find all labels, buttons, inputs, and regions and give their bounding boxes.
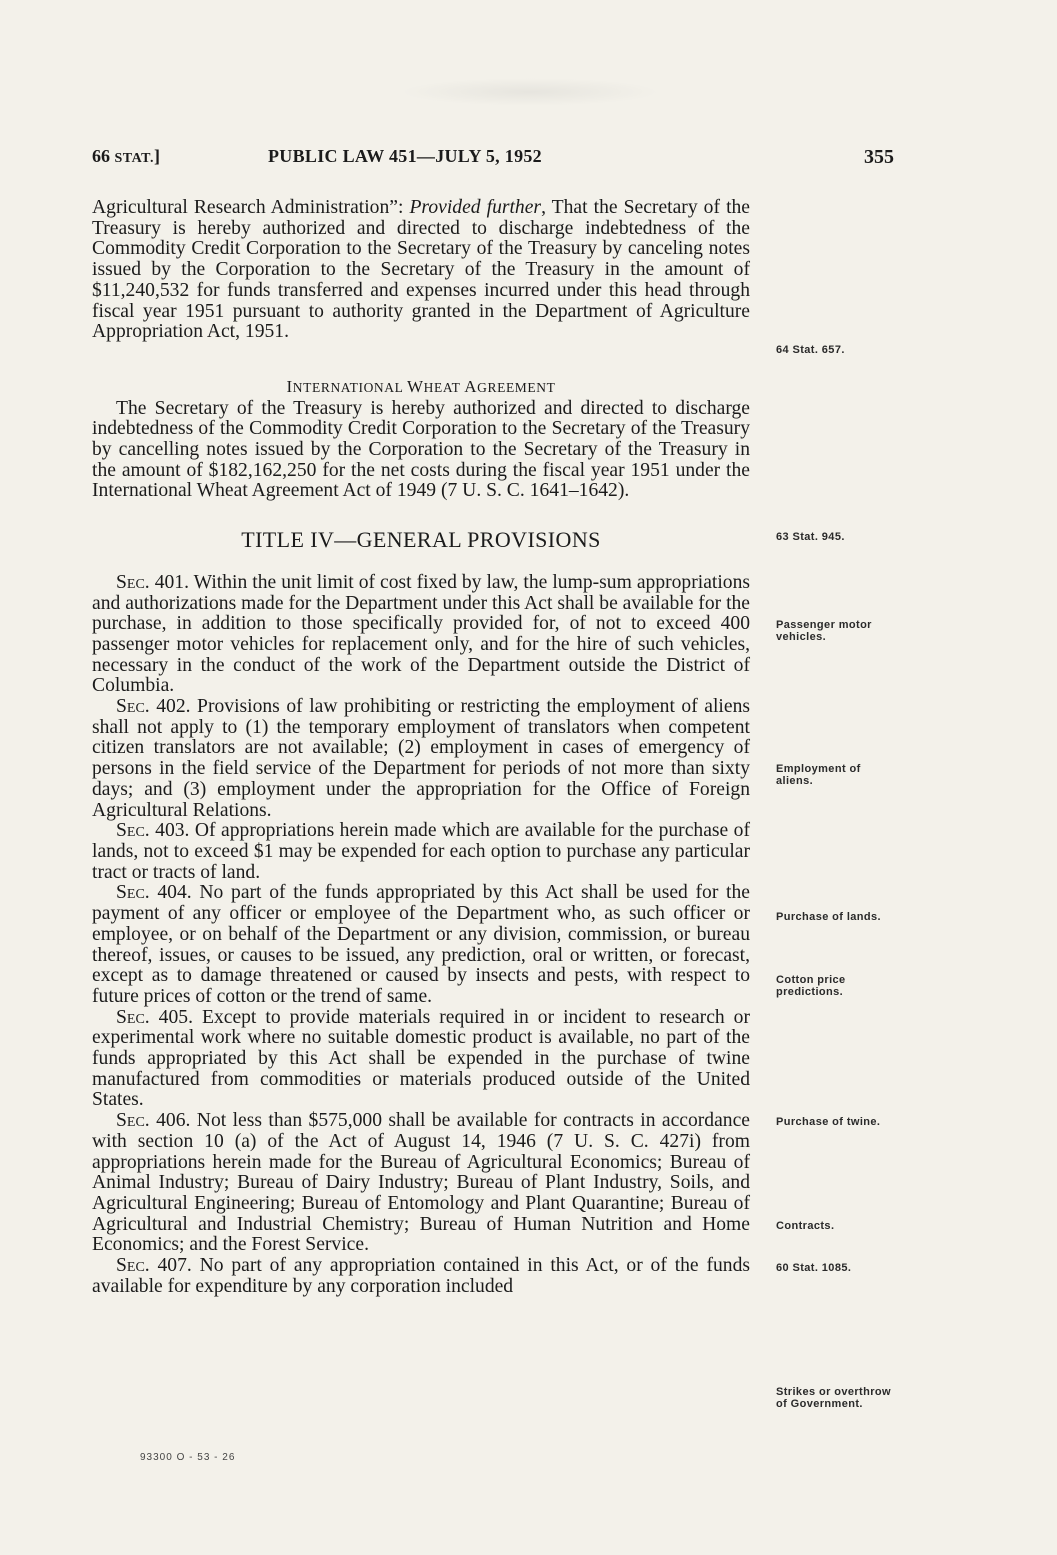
section-402-label: Sec. 402. (116, 696, 191, 718)
margin-note-60-stat: 60 Stat. 1085. (776, 1262, 852, 1274)
page-number: 355 (864, 146, 894, 168)
section-405-label: Sec. 405. (116, 1006, 193, 1028)
margin-note-employment-aliens: Employment of aliens. (776, 763, 861, 787)
statute-volume (92, 146, 160, 167)
p1-italic: Provided further (409, 197, 542, 218)
section-407 (92, 1256, 750, 1297)
paragraph-agricultural-research (92, 198, 750, 343)
running-header (92, 146, 898, 174)
section-402-text: Provisions of law prohibiting or restricting the employment of aliens shall not apply to (1) the temporary employment of translators when competent citizen translators are not available; (2) employment in cases of emergency of persons in the field service of the Department for periods of not more than sixty days; and (3) employment under the appropriation for the Office of Foreign Agricultural Relations. (92, 696, 750, 821)
statute-volume-abbrev: STAT. (114, 151, 154, 166)
margin-note-63-stat: 63 Stat. 945. (776, 531, 845, 543)
page-smudge (400, 78, 660, 106)
paragraph-wheat-agreement: The Secretary of the Treasury is hereby authorized and directed to discharge indebtedness of the Commodity Credit Corporation to the Secretary of the Treasury by cancelling notes issued by the Corporation to the Secretary of the Treasury in the amount of $182,162,250 for the net costs during the fiscal year 1951 under the International Wheat Agreement Act of 1949 (7 U. S. C. 1641–1642). (92, 397, 750, 502)
p1-rest: , That the Secretary of the Treasury is hereby authorized and directed to discharge indebtedness of the Commodity Credit Corporation to the Secretary of the Treasury by canceling notes issued by the Corporation to the Secretary of the Treasury in the amount of $11,240,532 for funds transferred and expenses incurred under this head through fiscal year 1951 pursuant to authority granted in the Department of Agriculture Appropriation Act, 1951. (92, 197, 751, 343)
footer-print-code: 93300 O - 53 - 26 (140, 1452, 236, 1463)
statute-volume-bracket: ] (153, 146, 160, 166)
section-403-text: Of appropriations herein made which are available for the purchase of lands, not to exceed $1 may be expended for each option to purchase any particular tract or tracts of land. (92, 820, 750, 883)
section-405 (92, 1008, 750, 1112)
header-title: PUBLIC LAW 451—JULY 5, 1952 (268, 146, 542, 166)
heading1-cap-1: I (286, 376, 293, 396)
margin-note-purchase-lands: Purchase of lands. (776, 911, 882, 923)
section-404-text: No part of the funds appropriated by this Act shall be used for the payment of any officer or employee of the Department who, as such officer or employee, or on behalf of the Department or any division, commission, or bureau thereof, issues, or causes to be issued, any prediction, oral or written, or forecast, except as to damage threatened or caused by insects and pests, with respect to future prices of cotton or the trend of same. (92, 882, 750, 1007)
margin-note-contracts: Contracts. (776, 1220, 835, 1232)
section-402 (92, 697, 750, 821)
section-403 (92, 821, 750, 883)
main-text (92, 198, 750, 1297)
heading1-part-3: GREEMENT (477, 379, 556, 395)
heading1-cap-2: W (406, 376, 424, 396)
margin-note-passenger-vehicles: Passenger motor vehicles. (776, 619, 872, 643)
section-404 (92, 883, 750, 1007)
margin-note-strikes-overthrow: Strikes or overthrow of Government. (776, 1386, 891, 1410)
heading-international-wheat-agreement (92, 377, 750, 399)
statute-volume-number: 66 (92, 146, 115, 166)
section-407-label: Sec. 407. (116, 1255, 192, 1277)
margin-note-purchase-twine: Purchase of twine. (776, 1116, 881, 1128)
heading1-cap-3: A (464, 376, 478, 396)
section-401-label: Sec. 401. (116, 571, 189, 593)
margin-note-64-stat: 64 Stat. 657. (776, 344, 845, 356)
section-407-text: No part of any appropriation contained in this Act, or of the funds available for expenditure by any corporation included (92, 1255, 750, 1297)
section-403-label: Sec. 403. (116, 820, 190, 842)
heading1-part-2: HEAT (423, 379, 465, 395)
section-401-text: Within the unit limit of cost fixed by law, the lump-sum appropriations and authorizations made for the Department under this Act shall be available for the purchase, in addition to those specifically provided for, of not to exceed 400 passenger motor vehicles for replacement only, and for the hire of such vehicles, necessary in the conduct of the work of the Department outside the District of Columbia. (92, 571, 750, 697)
p1-start: Agricultural Research Administration”: (92, 197, 410, 218)
section-406 (92, 1111, 750, 1256)
section-401 (92, 573, 750, 697)
title-iv-heading: TITLE IV—GENERAL PROVISIONS (241, 527, 601, 553)
section-406-label: Sec. 406. (116, 1110, 191, 1132)
heading1-part-1: NTERNATIONAL (292, 379, 407, 395)
section-404-label: Sec. 404. (116, 882, 192, 904)
margin-note-cotton-predictions: Cotton price predictions. (776, 974, 846, 998)
section-406-text: Not less than $575,000 shall be available for contracts in accordance with section 10 (a) of the Act of August 14, 1946 (7 U. S. C. 427i) from appropriations herein made for the Bureau of Agricultural Economics; Bureau of Animal Industry; Bureau of Dairy Industry; Bureau of Plant Industry, Soils, and Agricultural Engineering; Bureau of Entomology and Plant Quarantine; Bureau of Agricultural and Industrial Chemistry; Bureau of Human Nutrition and Home Economics; and the Forest Service. (92, 1110, 750, 1256)
section-405-text: Except to provide materials required in or incident to research or experimental work where no suitable domestic product is available, no part of the funds appropriated by this Act shall be expended in the purchase of twine manufactured from commodities or materials produced outside of the United States. (92, 1006, 751, 1111)
